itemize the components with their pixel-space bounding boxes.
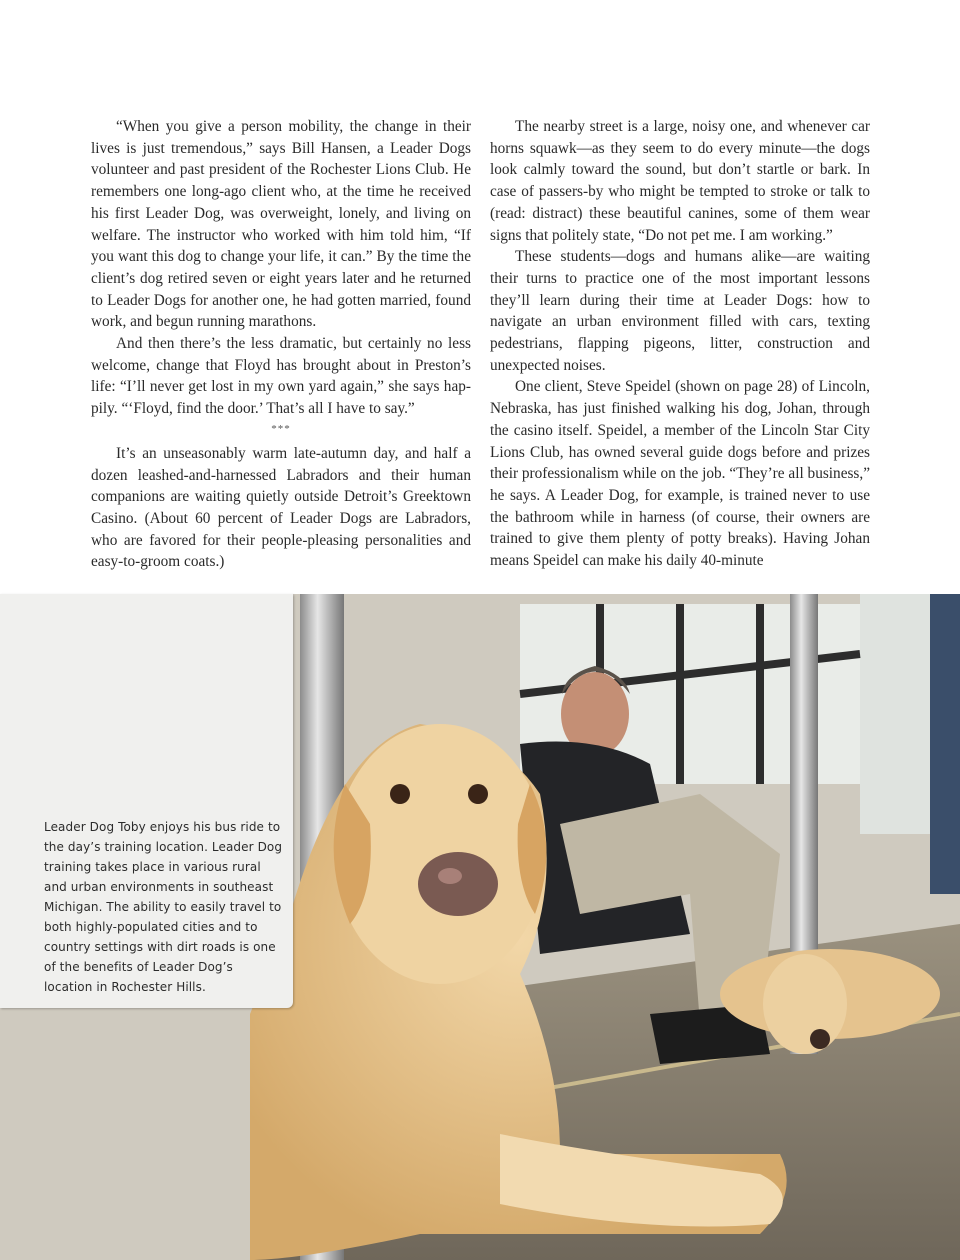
paragraph: The nearby street is a large, noisy one, and whenever car horns squawk—as they seem to do every minute—the dogs look calmly toward the sound, but don’t startle or bark. In case of passers-by who might be tempted to stroke or talk to (read: distract) these beautiful canines, some of them wear signs that politely state, “Do not pet me. I am working.” [490, 118, 870, 244]
article-column-right [490, 116, 870, 572]
section-separator: *** [271, 422, 291, 435]
paragraph: One client, Steve Speidel (shown on page 28) of Lincoln, Nebraska, has just finished walking his dog, Johan, through the casino itself. Speidel, a member of the Lincoln Star City Lions Club, has owned several guide dogs before and prizes their professionalism while on the job. “They’re all business,” he says. A Leader Dog, for example, is trained never to use the bathroom while in harness (of course, their owners are trained to give them plenty of potty breaks). Having Johan means Speidel can make his daily 40-minute [490, 378, 870, 570]
paragraph: These students—dogs and humans alike—are waiting their turns to practice one of the most important lessons they’ll learn during their time at Leader Dogs: how to navigate an urban environment filled with cars, texting pedestrians, flapping pigeons, litter, construction and unexpected noises. [490, 248, 870, 374]
paragraph: And then there’s the less dramatic, but certainly no less welcome, change that Floyd has brought about in Preston’s life: “I’ll never get lost in my own yard again,” she says happily. “‘Floyd, find the door.’ That’s all I have to say.” [91, 335, 471, 418]
paragraph: “When you give a person mobility, the change in their lives is just tremendous,” says Bill Hansen, a Leader Dogs volunteer and past president of the Rochester Lions Club. He remembers one long-ago client who, at the time he received his first Leader Dog, was overweight, lonely, and living on welfare. The instructor who worked with him told him, “If you want this dog to change your life, it can.” By the time the client’s dog retired seven or eight years later and he returned to Leader Dogs for another one, he had gotten married, found work, and begun running marathons. [91, 118, 471, 331]
photo-caption: Leader Dog Toby enjoys his bus ride to the day’s training location. Leader Dog training takes place in various rural and urban environments in southeast Michigan. The ability to easily travel to both highly-populated cities and to country settings with dirt roads is one of the benefits of Leader Dog’s location in Rochester Hills. [44, 820, 283, 994]
paragraph: It’s an unseasonably warm late-autumn day, and half a dozen leashed-and-harnessed Labradors and their human companions are waiting quietly outside Detroit’s Greektown Casino. (About 60 percent of Leader Dogs are Labradors, who are favored for their people-pleasing personalities and easy-to-groom coats.) [91, 444, 471, 571]
article-column-left [91, 116, 471, 573]
